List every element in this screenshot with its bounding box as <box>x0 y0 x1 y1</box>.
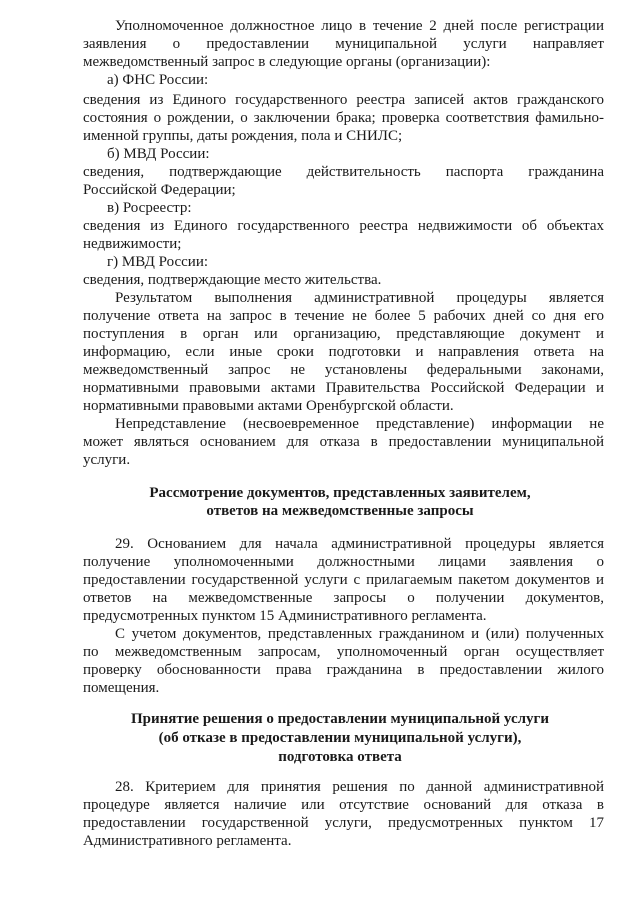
list-item-label: в) Росреестр: <box>107 200 192 216</box>
text-line: может являться основанием для отказа в предоставлении муниципальной <box>83 434 604 450</box>
text-line: Уполномоченное должностное лицо в течение 2 дней после регистрации <box>115 18 604 34</box>
text-line: получение ответа на запрос в течение не более 5 рабочих дней со дня его <box>83 308 604 324</box>
section-heading: (об отказе в предоставлении муниципальной услуги), <box>158 730 522 746</box>
text-line: 29. Основанием для начала административной процедуры является <box>115 536 604 552</box>
text-line: состояния о рождении, о заключении брака; проверка соответствия фамильно- <box>83 110 604 126</box>
list-item-label: а) ФНС России: <box>107 72 209 88</box>
text-line: помещения. <box>83 680 160 696</box>
text-line: услуги. <box>83 452 131 468</box>
section-heading: Рассмотрение документов, представленных заявителем, <box>149 485 531 501</box>
text-line: недвижимости; <box>83 236 182 252</box>
text-line: межведомственный запрос в следующие органы (организации): <box>83 54 491 70</box>
text-line: сведения, подтверждающие действительность паспорта гражданина <box>83 164 604 180</box>
text-line: предоставлении государственной услуги, предусмотренных пунктом 17 <box>83 815 604 831</box>
text-line: Непредставление (несвоевременное представление) информации не <box>115 416 604 432</box>
text-line: процедуре является наличие или отсутствие оснований для отказа в <box>83 797 604 813</box>
text-line: ответов на межведомственные запросы о получении документов, <box>83 590 604 606</box>
text-line: нормативными правовыми актами Правительства Российской Федерации и <box>83 380 604 396</box>
text-line: сведения из Единого государственного реестра недвижимости об объектах <box>83 218 604 234</box>
section-heading: Принятие решения о предоставлении муниципальной услуги <box>131 711 549 727</box>
text-line: предоставлении государственной услуги с прилагаемым пакетом документов и <box>83 572 604 588</box>
text-line: 28. Критерием для принятия решения по данной административной <box>115 779 604 795</box>
text-line: проверку обоснованности права гражданина в предоставлении жилого <box>83 662 604 678</box>
text-line: информацию, если иные сроки подготовки и направления ответа на <box>83 344 604 360</box>
text-line: по межведомственным запросам, уполномоченный орган осуществляет <box>83 644 604 660</box>
text-line: получение уполномоченными должностными лицами заявления о <box>83 554 604 570</box>
text-line: Результатом выполнения административной процедуры является <box>115 290 604 306</box>
text-line: С учетом документов, представленных гражданином и (или) полученных <box>115 626 604 642</box>
text-line: поступления в орган или организацию, представляющие документ и <box>83 326 604 342</box>
list-item-label: г) МВД России: <box>107 254 209 270</box>
text-line: именной группы, даты рождения, пола и СНИЛС; <box>83 128 403 144</box>
section-heading: ответов на межведомственные запросы <box>206 503 474 519</box>
text-line: Административного регламента. <box>83 833 292 849</box>
text-line: сведения из Единого государственного реестра записей актов гражданского <box>83 92 604 108</box>
text-line: сведения, подтверждающие место жительства. <box>83 272 382 288</box>
text-line: заявления о предоставлении муниципальной услуги направляет <box>83 36 604 52</box>
text-line: межведомственный запрос не установлены федеральными законами, <box>83 362 604 378</box>
text-line: предусмотренных пунктом 15 Административного регламента. <box>83 608 487 624</box>
section-heading: подготовка ответа <box>278 749 402 765</box>
list-item-label: б) МВД России: <box>107 146 210 162</box>
text-line: нормативными правовыми актами Оренбургской области. <box>83 398 454 414</box>
text-line: Российской Федерации; <box>83 182 236 198</box>
